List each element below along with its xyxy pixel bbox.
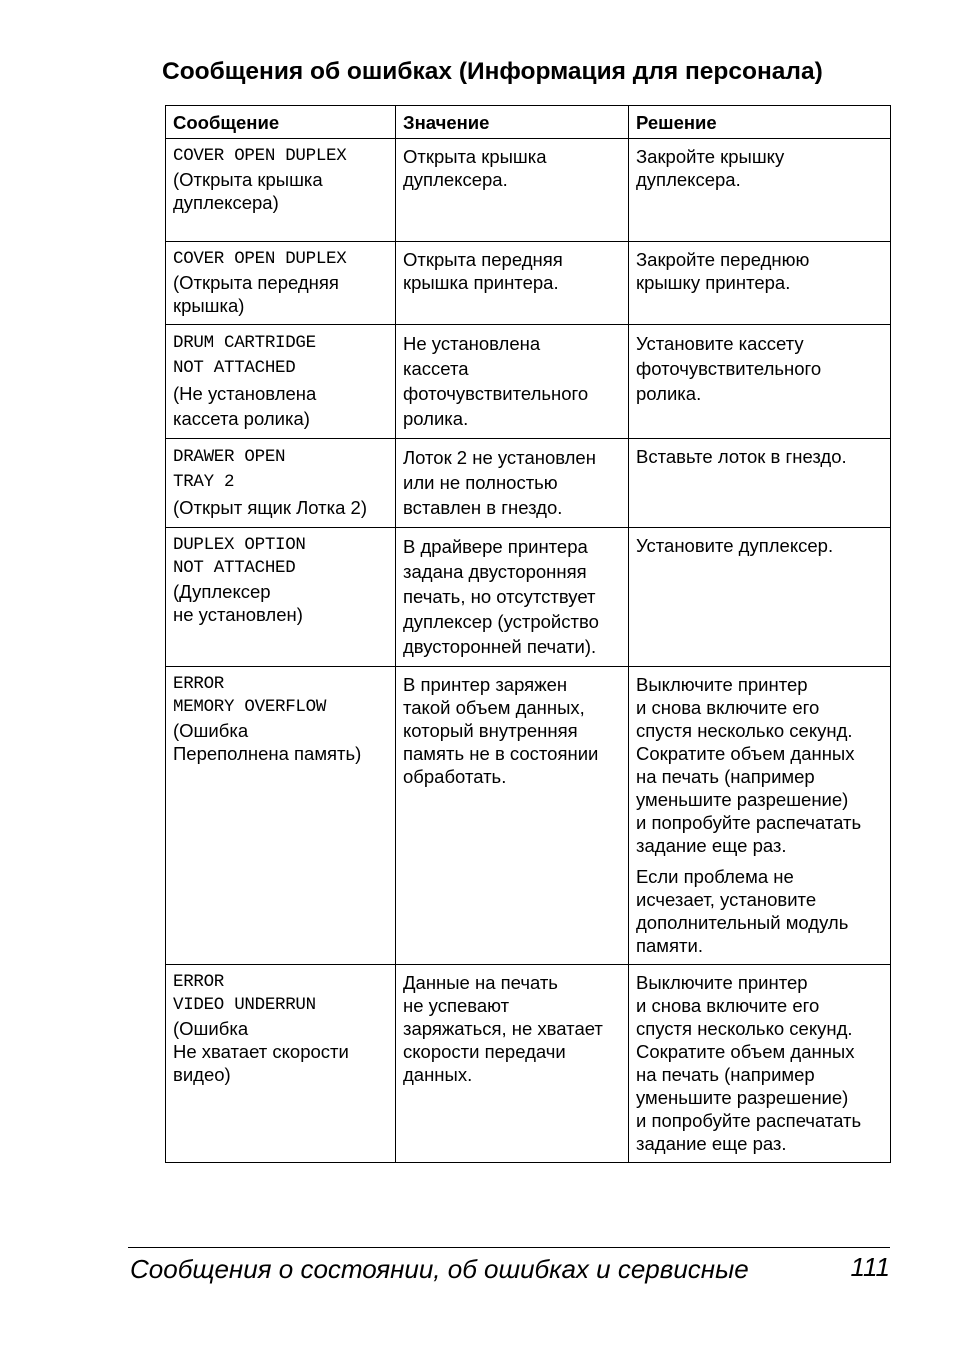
header-solution: Решение <box>629 106 891 139</box>
message-cell <box>166 325 396 439</box>
solution-cell <box>629 528 891 667</box>
table-row <box>166 139 891 242</box>
table-row <box>166 965 891 1163</box>
solution-text: Установите кассету фоточувствительного ролика. <box>636 333 822 404</box>
error-description: (Дуплексер не установлен) <box>173 581 303 625</box>
header-message: Сообщение <box>166 106 396 139</box>
solution-cell <box>629 325 891 439</box>
meaning-text: Данные на печать не успевают заряжаться, не хватает скорости передачи данных. <box>403 972 603 1085</box>
solution-text: Закройте переднюю крышку принтера. <box>636 249 810 293</box>
meaning-text: Лоток 2 не установлен или не полностью вставлен в гнездо. <box>403 447 596 518</box>
error-description: (Не установлена кассета ролика) <box>173 383 317 429</box>
meaning-text: Открыта крышка дуплексера. <box>403 146 547 190</box>
meaning-text: Не установлена кассета фоточувствительного ролика. <box>403 333 589 429</box>
message-cell <box>166 242 396 325</box>
error-code: ERROR VIDEO UNDERRUN <box>173 972 316 1015</box>
meaning-text: Открыта передняя крышка принтера. <box>403 249 563 293</box>
meaning-cell <box>396 439 629 528</box>
solution-text: Установите дуплексер. <box>636 535 834 556</box>
message-cell <box>166 528 396 667</box>
solution-cell <box>629 667 891 965</box>
meaning-cell <box>396 325 629 439</box>
error-description: (Ошибка Переполнена память) <box>173 720 362 764</box>
solution-text: Закройте крышку дуплексера. <box>636 146 785 190</box>
solution-text: Выключите принтер и снова включите его спустя несколько секунд. Сократите объем данных на печать (например уменьшите разрешение) и попробуйте распечатать задание еще раз. <box>636 972 862 1154</box>
solution-cell <box>629 439 891 528</box>
table-row <box>166 242 891 325</box>
message-cell <box>166 439 396 528</box>
table-row <box>166 528 891 667</box>
error-code: ERROR MEMORY OVERFLOW <box>173 674 327 717</box>
solution-cell <box>629 242 891 325</box>
solution-text: Выключите принтер и снова включите его спустя несколько секунд. Сократите объем данных на печать (например уменьшите разрешение) и попробуйте распечатать задание еще раз. <box>636 674 862 856</box>
message-cell <box>166 965 396 1163</box>
error-code: DUPLEX OPTION NOT ATTACHED <box>173 535 306 578</box>
meaning-cell <box>396 965 629 1163</box>
solution-text-extra: Если проблема не исчезает, установите дополнительный модуль памяти. <box>636 866 849 956</box>
footer-section-title: Сообщения о состоянии, об ошибках и сервисные <box>130 1254 749 1284</box>
error-description: (Ошибка Не хватает скорости видео) <box>173 1018 349 1085</box>
meaning-text: В принтер заряжен такой объем данных, который внутренняя память не в состоянии обработать. <box>403 674 599 787</box>
meaning-cell <box>396 242 629 325</box>
error-code: DRAWER OPEN TRAY 2 <box>173 447 286 492</box>
error-messages-table <box>165 105 891 1163</box>
table-row <box>166 667 891 965</box>
error-code: COVER OPEN DUPLEX <box>173 146 347 166</box>
meaning-cell <box>396 139 629 242</box>
error-code: DRUM CARTRIDGE NOT ATTACHED <box>173 333 316 378</box>
meaning-cell <box>396 528 629 667</box>
error-description: (Открыта крышка дуплексера) <box>173 169 323 213</box>
footer-divider <box>128 1247 890 1248</box>
page-title: Сообщения об ошибках (Информация для персонала) <box>162 58 823 85</box>
solution-cell <box>629 139 891 242</box>
table-row <box>166 439 891 528</box>
table-header-row <box>166 106 891 139</box>
solution-text: Вставьте лоток в гнездо. <box>636 446 847 467</box>
error-description: (Открыт ящик Лотка 2) <box>173 497 367 518</box>
error-code: COVER OPEN DUPLEX <box>173 249 347 269</box>
error-description: (Открыта передняя крышка) <box>173 272 339 316</box>
header-meaning: Значение <box>396 106 629 139</box>
table-row <box>166 325 891 439</box>
meaning-text: В драйвере принтера задана двусторонняя печать, но отсутствует дуплексер (устройство двусторонней печати). <box>403 536 599 657</box>
message-cell <box>166 139 396 242</box>
message-cell <box>166 667 396 965</box>
solution-cell <box>629 965 891 1163</box>
page-number: 111 <box>850 1252 890 1282</box>
meaning-cell <box>396 667 629 965</box>
